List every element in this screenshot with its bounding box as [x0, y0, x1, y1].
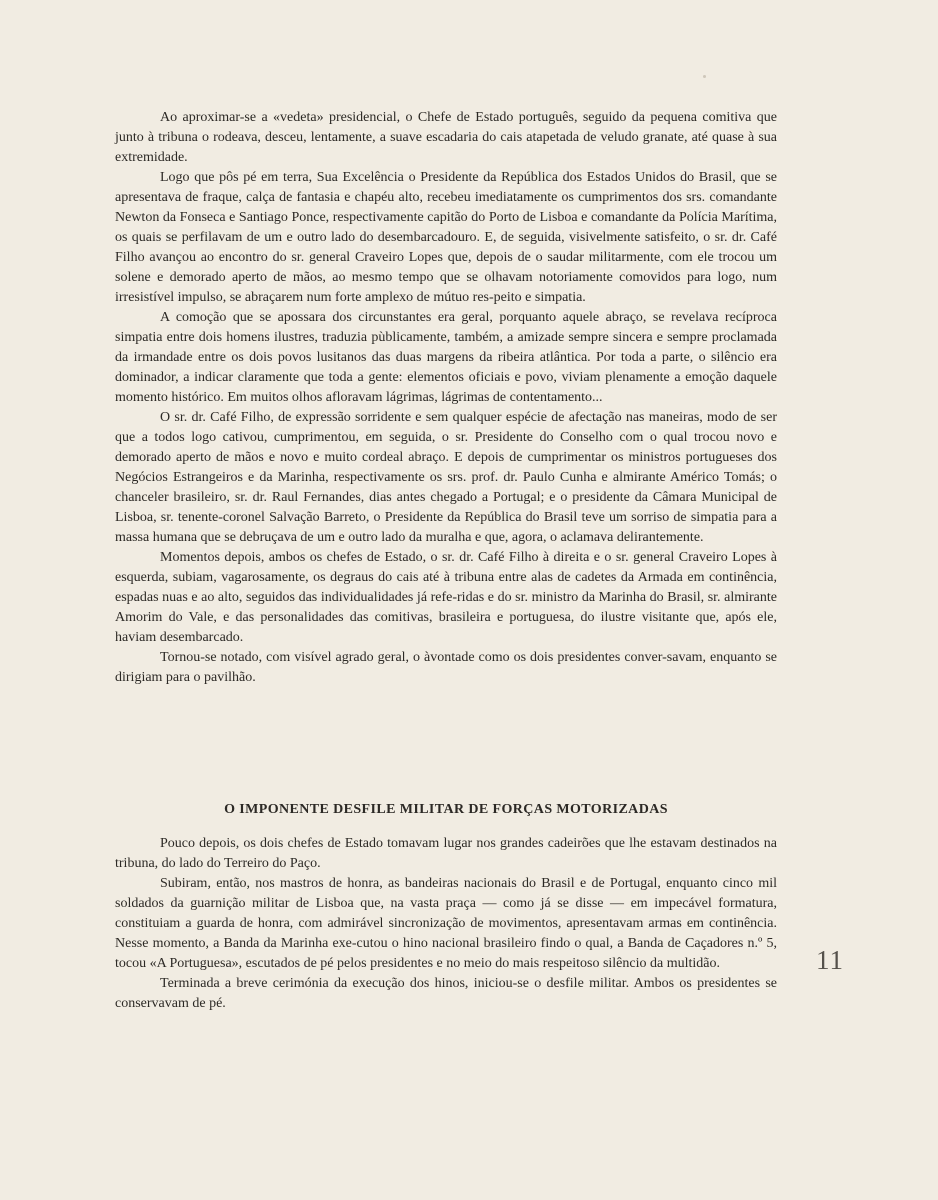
paper-speck [703, 75, 706, 78]
paragraph-pavilion: Tornou-se notado, com visível agrado geral, o àvontade como os dois presidentes conver-​savam, enquanto se dirigiam para o pavilhão. [115, 650, 777, 685]
paragraph-anthems: Subiram, então, nos mastros de honra, as bandeiras nacionais do Brasil e de Portugal, enquanto cinco mil soldados da guarnição militar de Lisboa que, na vasta praça — como já se disse — em impecável formatura, constituiam a guarda de honra, com admirável sincronização de movimentos, apresentavam armas em continência. Nesse momento, a Banda da Marinha exe-​cutou o hino nacional brasileiro findo o qual, a Banda de Caçadores n.º 5, tocou «A Portuguesa», escutados de pé pelos presidentes e no meio do mais respeitoso silêncio da multidão. [115, 876, 777, 971]
paragraph-ascent: Momentos depois, ambos os chefes de Estado, o sr. dr. Café Filho à direita e o sr. general Craveiro Lopes à esquerda, subiam, vagarosamente, os degraus do cais até à tribuna entre alas de cadetes da Armada em continência, espadas nuas e ao alto, seguidos das individualidades já refe-​ridas e do sr. ministro da Marinha do Brasil, sr. almirante Amorim do Vale, e das personalidades das comitivas, brasileira e portuguesa, do ilustre visitante que, após ele, haviam desembarcado. [115, 550, 777, 645]
paragraph-vedeta: Ao aproximar-se a «vedeta» presidencial, o Chefe de Estado português, seguido da pequena comitiva que junto à tribuna o rodeava, desceu, lentamente, a suave escadaria do cais atapetada de veludo granate, até quase à sua extremidade. [115, 110, 777, 165]
paragraph-parade: Terminada a breve cerimónia da execução dos hinos, iniciou-se o desfile militar. Ambos os presidentes se conservavam de pé. [115, 976, 777, 1011]
paragraph-emotion: A comoção que se apossara dos circunstantes era geral, porquanto aquele abraço, se revelava recíproca simpatia entre dois homens ilustres, traduzia pùblicamente, também, a amizade sempre sincera e sempre proclamada da irmandade entre os dois povos lusitanos das duas margens da ribeira atlântica. Por toda a parte, o silêncio era dominador, a indicar claramente que toda a gente: elementos oficiais e povo, viviam plenamente a emoção daquele momento histórico. Em muitos olhos afloravam lágrimas, lágrimas de contentamento... [115, 310, 777, 405]
section-heading: O IMPONENTE DESFILE MILITAR DE FORÇAS MOTORIZADAS [224, 802, 668, 817]
paragraph-landing: Logo que pôs pé em terra, Sua Excelência o Presidente da República dos Estados Unidos do Brasil, que se apresentava de fraque, calça de fantasia e chapéu alto, recebeu imediatamente os cumprimentos dos srs. comandante Newton da Fonseca e Santiago Ponce, respectivamente capitão do Porto de Lisboa e comandante da Polícia Marítima, os quais se perfilavam de um e outro lado do desembarcadouro. E, de seguida, visivelmente satisfeito, o sr. dr. Café Filho avançou ao encontro do sr. general Craveiro Lopes que, depois de o saudar militarmente, com ele trocou um solene e demorado aperto de mãos, ao mesmo tempo que se olhavam notoriamente comovidos para logo, num irresistível impulso, se abraçarem num forte amplexo de mútuo res-​peito e simpatia. [115, 170, 777, 305]
paragraph-seats: Pouco depois, os dois chefes de Estado tomavam lugar nos grandes cadeirões que lhe estavam destinados na tribuna, do lado do Terreiro do Paço. [115, 836, 777, 871]
page-number: 11 [816, 945, 844, 975]
paragraph-greetings: O sr. dr. Café Filho, de expressão sorridente e sem qualquer espécie de afectação nas maneiras, modo de ser que a todos logo cativou, cumprimentou, em seguida, o sr. Presidente do Conselho com o qual trocou novo e demorado aperto de mãos e novo e muito cordeal abraço. E depois de cumprimentar os ministros portugueses dos Negócios Estrangeiros e da Marinha, respectivamente os srs. prof. dr. Paulo Cunha e almirante Américo Tomás; o chanceler brasileiro, sr. dr. Raul Fernandes, dias antes chegado a Portugal; e o presidente da Câmara Municipal de Lisboa, sr. tenente-coronel Salvação Barreto, o Presidente da República do Brasil teve um sorriso de simpatia para a massa humana que se debruçava de um e outro lado da muralha e que, agora, o aclamava delirantemente. [115, 410, 777, 545]
body-text-top [115, 108, 777, 688]
body-text-bottom [115, 834, 777, 1014]
